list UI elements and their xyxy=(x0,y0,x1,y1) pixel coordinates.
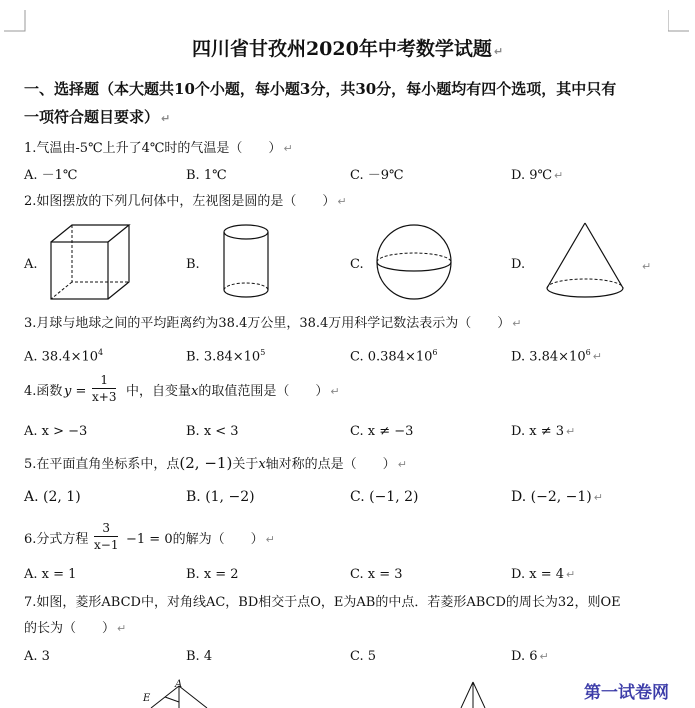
q7-stem-line1: 7.如图，菱形ABCD中，对角线AC，BD相交于点O，E为AB的中点．若菱形ABCD的周长为32，则OE xyxy=(24,595,621,610)
paragraph-mark: ↵ xyxy=(161,112,171,125)
q2-stem xyxy=(24,193,347,211)
q1-option-d xyxy=(511,167,563,185)
corner-mark-left xyxy=(4,10,26,32)
q4-option-d xyxy=(511,423,575,441)
q4-variable: x xyxy=(191,384,199,399)
q4-option-b: B. x < 3 xyxy=(186,424,239,439)
q7-option-d xyxy=(511,648,549,666)
q4-stem-suffix-text: 中，自变量 xyxy=(126,384,192,399)
paragraph-mark: ↵ xyxy=(565,425,576,438)
q3-option-c-text: C. 0.384×10 xyxy=(350,349,433,365)
q3-option-c xyxy=(350,344,438,366)
paragraph-mark: ↵ xyxy=(554,169,564,182)
paragraph-mark: ↵ xyxy=(330,385,340,398)
q3-option-a-exponent: 4 xyxy=(98,348,104,357)
q5-option-a: A. (2, 1) xyxy=(24,489,81,505)
q5-option-d xyxy=(511,488,603,507)
q1-option-c: C. －9℃ xyxy=(350,168,404,183)
title-text: 四川省甘孜州2020年中考数学试题 xyxy=(191,38,492,60)
q4-fraction xyxy=(92,373,116,404)
q4-option-c: C. x ≠ −3 xyxy=(350,424,414,439)
q6-frac-denominator: x−1 xyxy=(94,538,119,552)
paragraph-mark: ↵ xyxy=(512,317,522,330)
paragraph-mark: ↵ xyxy=(397,458,407,471)
q4-stem-prefix: 4.函数 xyxy=(24,384,63,399)
corner-mark-right xyxy=(668,10,690,32)
section-heading-line1 xyxy=(24,78,616,100)
cylinder-figure xyxy=(220,222,272,302)
q4-option-a: A. x > −3 xyxy=(24,424,88,439)
paragraph-mark: ↵ xyxy=(539,650,549,663)
q6-option-d xyxy=(511,566,575,584)
q3-option-c-exponent: 6 xyxy=(432,348,438,357)
figure-label-e-text: E xyxy=(143,693,151,704)
q6-stem-end: 的解为（ ） xyxy=(172,532,264,547)
q5-option-d-text: D. (−2, −1) xyxy=(511,489,592,505)
q1-option-d-text: D. 9℃ xyxy=(511,168,553,183)
section-heading-text-2: 一项符合题目要求） xyxy=(24,108,160,126)
q2-option-d: D. xyxy=(511,257,526,272)
q3-option-b-exponent: 5 xyxy=(260,348,266,357)
paragraph-mark: ↵ xyxy=(337,195,347,208)
q5-option-b: B. (1, −2) xyxy=(186,489,255,505)
q6-stem-prefix: 6.分式方程 xyxy=(24,532,89,547)
q6-option-b: B. x = 2 xyxy=(186,567,239,582)
q4-frac-denominator: x+3 xyxy=(92,390,117,404)
q2-option-b: B. xyxy=(186,257,200,272)
q6-option-a: A. x = 1 xyxy=(24,567,77,582)
paragraph-mark: ↵ xyxy=(283,142,293,155)
q2-stem-text: 2.如图摆放的下列几何体中，左视图是圆的是（ ） xyxy=(24,194,336,209)
q3-option-d xyxy=(511,344,602,366)
q3-option-a-text: A. 38.4×10 xyxy=(24,349,99,365)
q7-stem-line2 xyxy=(24,620,126,638)
q5-option-c: C. (−1, 2) xyxy=(350,489,419,505)
q5-stem-end: 轴对称的点是（ ） xyxy=(265,457,396,472)
q7-option-a: A. 3 xyxy=(24,649,50,664)
q3-stem xyxy=(24,315,522,333)
q4-frac-numerator: 1 xyxy=(100,373,109,387)
cone-figure xyxy=(542,220,628,304)
q7-option-b: B. 4 xyxy=(186,649,213,664)
cube-figure xyxy=(48,222,132,302)
q3-option-a xyxy=(24,344,103,366)
q4-func-y xyxy=(64,383,86,401)
q7-stem-line2-text: 的长为（ ） xyxy=(24,621,116,636)
fraction-bar xyxy=(94,536,118,537)
rhombus-figure-partial xyxy=(145,684,215,708)
q3-option-b xyxy=(186,344,265,366)
section-heading-text: 一、选择题（本大题共10个小题，每小题3分，共30分，每小题均有四个选项，其中只有 xyxy=(24,80,617,98)
q4-func-y-text: y = xyxy=(64,384,87,399)
q5-stem-prefix: 5.在平面直角坐标系中，点 xyxy=(24,457,180,472)
q3-option-b-text: B. 3.84×10 xyxy=(186,349,261,365)
q1-stem xyxy=(24,140,293,158)
q2-option-c: C. xyxy=(350,257,364,272)
sphere-figure xyxy=(372,222,456,302)
q2-option-a: A. xyxy=(24,257,38,272)
q5-stem xyxy=(24,454,407,474)
q5-axis: x xyxy=(258,457,266,472)
figure-label-a-text: A xyxy=(175,679,183,690)
paragraph-mark: ↵ xyxy=(642,260,652,273)
paragraph-mark: ↵ xyxy=(265,533,275,546)
page-title xyxy=(0,36,695,65)
q3-option-d-text: D. 3.84×10 xyxy=(511,349,586,365)
q1-option-b: B. 1℃ xyxy=(186,168,227,183)
watermark: 第一试卷网 xyxy=(584,683,669,703)
q3-stem-text: 3.月球与地球之间的平均距离约为38.4万公里，38.4万用科学记数法表示为（ ） xyxy=(24,316,511,331)
q5-stem-mid: 关于 xyxy=(232,457,259,472)
paragraph-mark: ↵ xyxy=(565,568,576,581)
q4-option-d-text: D. x ≠ 3 xyxy=(511,424,564,439)
q6-stem-rest xyxy=(126,531,275,549)
q7-option-c: C. 5 xyxy=(350,649,377,664)
q6-option-d-text: D. x = 4 xyxy=(511,567,564,582)
q7-option-d-text: D. 6 xyxy=(511,649,538,664)
paragraph-mark: ↵ xyxy=(493,45,504,58)
q6-equation-rest: −1 = 0 xyxy=(126,532,173,547)
q1-option-a: A. －1℃ xyxy=(24,168,78,183)
paragraph-mark: ↵ xyxy=(592,350,602,364)
fraction-bar xyxy=(92,388,116,389)
q5-point: (2, −1) xyxy=(179,454,233,472)
q6-option-c: C. x = 3 xyxy=(350,567,403,582)
q6-fraction xyxy=(94,521,118,552)
q1-stem-text: 1.气温由-5℃上升了4℃时的气温是（ ） xyxy=(24,141,282,156)
q6-frac-numerator: 3 xyxy=(102,521,111,535)
q2-paragraph-mark xyxy=(640,258,651,276)
paragraph-mark: ↵ xyxy=(117,622,127,635)
section-heading-line2 xyxy=(24,106,170,130)
q4-stem-end: 的取值范围是（ ） xyxy=(198,384,329,399)
q3-option-d-exponent: 6 xyxy=(585,348,591,357)
second-figure-partial xyxy=(458,680,488,708)
q4-stem-suffix xyxy=(126,383,340,401)
paragraph-mark: ↵ xyxy=(593,491,603,504)
